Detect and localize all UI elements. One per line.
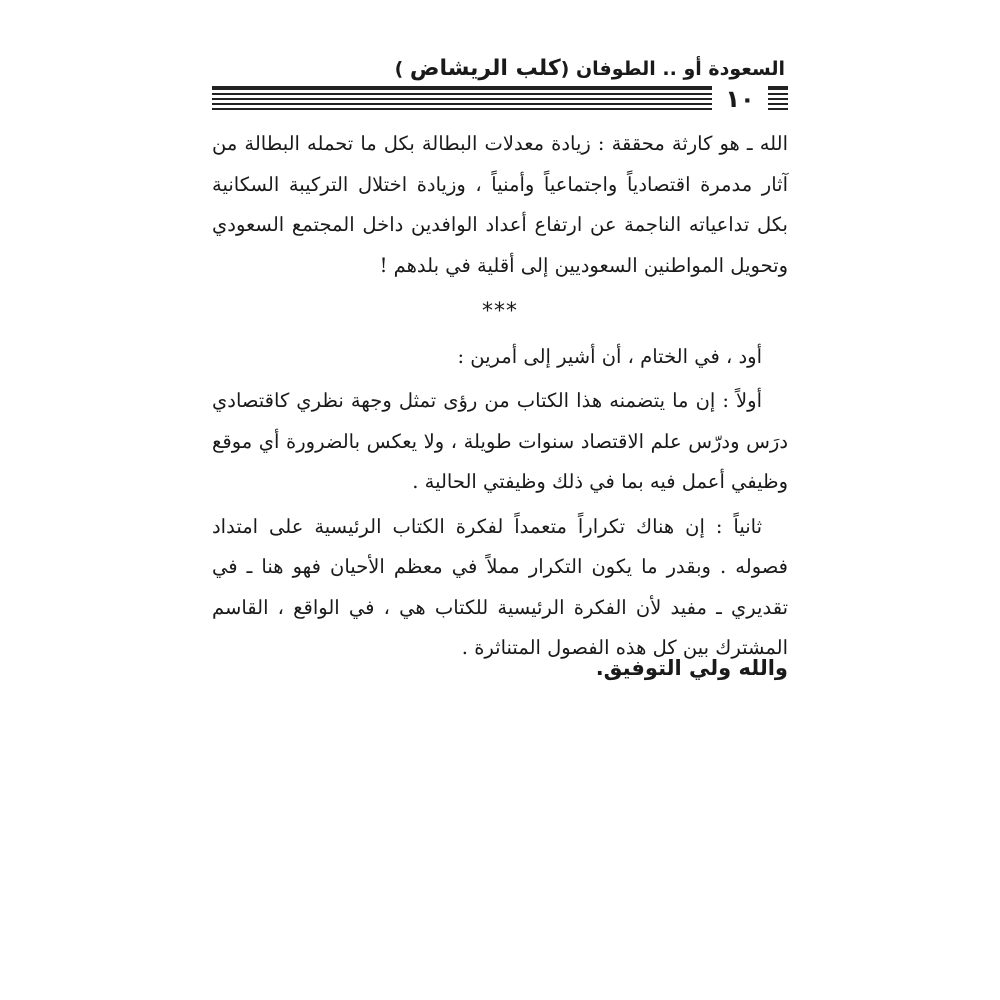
paragraph-1: الله ـ هو كارثة محققة : زيادة معدلات البطالة بكل ما تحمله البطالة من آثار مدمرة اقتصادياً واجتماعياً وأمنياً ، وزيادة اختلال التركيبة السكانية بكل تداعياته الناجمة عن ارتفاع أعداد الوافدين داخل المجتمع السعودي وتحويل المواطنين السعوديين إلى أقلية في بلدهم !: [212, 132, 788, 277]
header-rule-lines: [212, 86, 788, 112]
paragraph-3: أولاً : إن ما يتضمنه هذا الكتاب من رؤى تمثل وجهة نظري كاقتصادي درَس ودرّس علم الاقتصاد سنوات طويلة ، ولا يعكس بالضرورة أي موقع وظيفي أعمل فيه بما في ذلك وظيفتي الحالية .: [212, 389, 788, 493]
running-title-brand: كلب الريشاض: [409, 56, 561, 81]
running-title-close: ): [394, 58, 410, 80]
header-rule: [212, 86, 788, 112]
paragraph-4: ثانياً : إن هناك تكراراً متعمداً لفكرة الكتاب الرئيسية على امتداد فصوله . وبقدر ما يكون التكرار مملاً في معظم الأحيان فهو هنا ـ في تقديري ـ مفيد لأن الفكرة الرئيسية للكتاب هي ، في الواقع ، القاسم المشترك بين كل هذه الفصول المتناثرة .: [212, 514, 788, 659]
running-title-main: السعودة أو .. الطوفان (: [560, 58, 785, 80]
page-number: ١٠: [712, 84, 768, 114]
paragraph-2: أود ، في الختام ، أن أشير إلى أمرين :: [457, 344, 762, 368]
closing-line: والله ولي التوفيق.: [595, 656, 788, 680]
running-title: [395, 56, 785, 81]
section-separator: ***: [482, 299, 518, 324]
body-text: [212, 124, 788, 669]
